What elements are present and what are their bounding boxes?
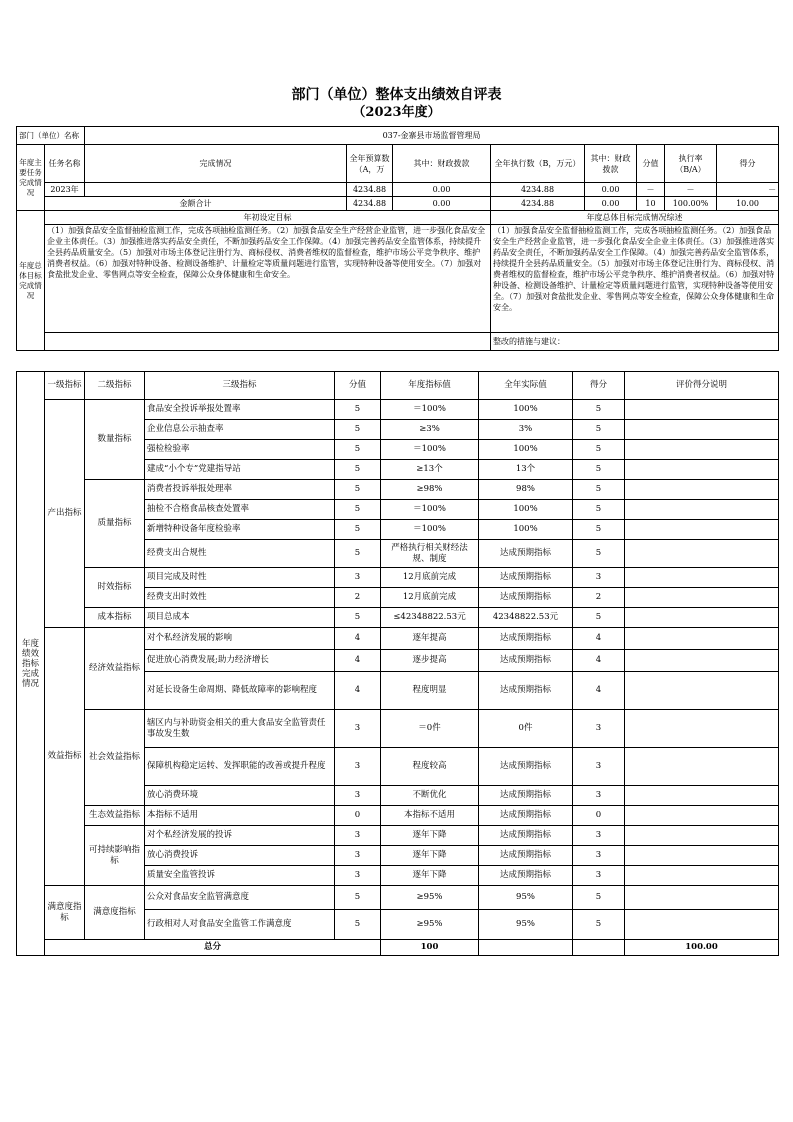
indicator-actual: 达成预期指标 [479, 628, 573, 650]
score-header: 得分 [717, 145, 779, 183]
indicators-table [16, 371, 779, 956]
indicator-score-value: 5 [335, 400, 381, 420]
indicator-name: 保障机构稳定运转、发挥职能的改善或提升程度 [145, 748, 335, 786]
indicator-remark [625, 420, 779, 440]
header-score: 得分 [573, 372, 625, 400]
completion-header: 完成情况 [85, 145, 347, 183]
summary-table [16, 126, 779, 351]
indicator-target: 严格执行相关财经法规、制度 [381, 540, 479, 568]
goal-done-header: 年度总体目标完成情况综述 [491, 211, 779, 225]
indicator-name: 经费支出合规性 [145, 540, 335, 568]
indicator-actual: 95% [479, 910, 573, 940]
indicator-actual: 达成预期指标 [479, 568, 573, 588]
goal-set-header: 年初设定目标 [45, 211, 491, 225]
indicator-remark [625, 846, 779, 866]
level2-time: 时效指标 [85, 568, 145, 608]
indicator-target: 逐步提高 [381, 650, 479, 672]
indicator-remark [625, 806, 779, 826]
indicator-actual: 达成预期指标 [479, 588, 573, 608]
indicator-score-value: 5 [335, 420, 381, 440]
year-cell: 2023年 [45, 183, 85, 197]
indicator-score: 5 [573, 440, 625, 460]
indicator-score: 3 [573, 710, 625, 748]
indicator-score-value: 5 [335, 480, 381, 500]
indicator-actual: 100% [479, 500, 573, 520]
goal-done-text: （1）加强食品安全监督抽检监测工作，完成各项抽检监测任务。（2）加强食品安全生产经营企业监管，进一步强化食品安全企业主体责任。（3）加强推进落实药品安全责任，不断加强药品安全工作保障。（4）加强完善药品安全监管体系，持续提升全县药品质量安全。（5）加强对市场主体登记注册行为、商标侵权、消费者维权的监督检查，维护市场公平竞争秩序、维护消费者权益。（6）加强对特种设备、检测设备维护、计量检定等质量问题进行监管，实现特种设备等使用安全。（7）加强对食盐批发企业、零售网点等安全检查，保障公众身体健康和生命安全。 [491, 225, 779, 333]
indicator-actual: 100% [479, 440, 573, 460]
indicator-score: 3 [573, 826, 625, 846]
header-level3: 三级指标 [145, 372, 335, 400]
indicator-actual: 42348822.53元 [479, 608, 573, 628]
grand-total-label: 总分 [45, 940, 381, 956]
indicator-score: 0 [573, 806, 625, 826]
indicator-score: 5 [573, 480, 625, 500]
indicator-score: 5 [573, 500, 625, 520]
header-target: 年度指标值 [381, 372, 479, 400]
indicators-side-label: 年度绩效指标完成情况 [17, 372, 45, 956]
grand-total-actual-blank [573, 940, 625, 956]
indicator-remark [625, 568, 779, 588]
indicator-name: 项目完成及时性 [145, 568, 335, 588]
task-name-header: 任务名称 [45, 145, 85, 183]
indicator-name: 新增特种设备年度检验率 [145, 520, 335, 540]
indicator-score: 5 [573, 420, 625, 440]
indicator-remark [625, 866, 779, 886]
indicator-target: 不断优化 [381, 786, 479, 806]
indicator-remark [625, 886, 779, 910]
indicator-actual: 100% [479, 400, 573, 420]
annual-task-side-label: 年度主要任务完成情况 [17, 145, 45, 211]
grand-total-target-blank [479, 940, 573, 956]
indicator-remark [625, 628, 779, 650]
indicator-remark [625, 710, 779, 748]
indicator-target: 逐年下降 [381, 826, 479, 846]
indicator-name: 辖区内与补助资金相关的重大食品安全监管责任事故发生数 [145, 710, 335, 748]
indicator-target: 本指标不适用 [381, 806, 479, 826]
indicator-actual: 达成预期指标 [479, 846, 573, 866]
indicator-score: 5 [573, 400, 625, 420]
indicator-score: 4 [573, 672, 625, 710]
overall-goal-side-label: 年度总体目标完成情况 [17, 211, 45, 351]
indicator-score: 2 [573, 588, 625, 608]
header-actual: 全年实际值 [479, 372, 573, 400]
indicator-name: 强检检验率 [145, 440, 335, 460]
indicator-remark [625, 400, 779, 420]
level2-social: 社会效益指标 [85, 710, 145, 806]
indicator-actual: 3% [479, 420, 573, 440]
indicator-target: ≥95% [381, 886, 479, 910]
indicator-actual: 0件 [479, 710, 573, 748]
indicator-score-value: 3 [335, 748, 381, 786]
year-exec: 4234.88 [491, 183, 585, 197]
indicator-remark [625, 608, 779, 628]
indicator-name: 食品安全投诉举报处置率 [145, 400, 335, 420]
indicator-remark [625, 440, 779, 460]
indicator-name: 放心消费投诉 [145, 846, 335, 866]
level2-sustain: 可持续影响指标 [85, 826, 145, 886]
score-value-header: 分值 [637, 145, 665, 183]
indicator-score-value: 3 [335, 568, 381, 588]
grand-total-score-value: 100 [381, 940, 479, 956]
indicator-score: 5 [573, 910, 625, 940]
indicator-score: 5 [573, 540, 625, 568]
indicator-name: 促进放心消费发展;助力经济增长 [145, 650, 335, 672]
exec-fin-header: 其中：财政拨款 [585, 145, 637, 183]
indicator-actual: 95% [479, 886, 573, 910]
page-title: 部门（单位）整体支出绩效自评表 [291, 87, 502, 103]
indicator-score: 3 [573, 786, 625, 806]
indicator-remark [625, 480, 779, 500]
indicator-score-value: 5 [335, 520, 381, 540]
page-subtitle: （2023年度） [352, 105, 441, 120]
indicator-remark [625, 588, 779, 608]
indicator-actual: 达成预期指标 [479, 866, 573, 886]
goal-set-blank [45, 333, 491, 351]
budget-fin-header: 其中：财政拨款 [393, 145, 491, 183]
grand-total-score: 100.00 [625, 940, 779, 956]
indicator-score-value: 3 [335, 866, 381, 886]
indicator-remark [625, 910, 779, 940]
level2-eco: 生态效益指标 [85, 806, 145, 826]
total-exec-rate: 100.00% [665, 197, 717, 211]
indicator-score-value: 4 [335, 650, 381, 672]
indicator-name: 公众对食品安全监管满意度 [145, 886, 335, 910]
indicator-score-value: 5 [335, 608, 381, 628]
indicator-score-value: 4 [335, 672, 381, 710]
indicator-remark [625, 520, 779, 540]
indicator-score-value: 5 [335, 440, 381, 460]
indicator-name: 放心消费环境 [145, 786, 335, 806]
exec-rate-header: 执行率（B/A） [665, 145, 717, 183]
dept-name-label: 部门（单位）名称 [17, 127, 85, 145]
total-budget: 4234.88 [347, 197, 393, 211]
indicator-remark [625, 650, 779, 672]
indicator-remark [625, 826, 779, 846]
level2-quantity: 数量指标 [85, 400, 145, 480]
indicator-score: 5 [573, 460, 625, 480]
indicator-target: ≥13个 [381, 460, 479, 480]
indicator-score: 3 [573, 846, 625, 866]
indicator-remark [625, 500, 779, 520]
indicator-score: 5 [573, 886, 625, 910]
indicator-name: 对个私经济发展的投诉 [145, 826, 335, 846]
indicator-score-value: 3 [335, 846, 381, 866]
level1-benefit: 效益指标 [45, 628, 85, 886]
total-score: 10.00 [717, 197, 779, 211]
indicator-actual: 达成预期指标 [479, 826, 573, 846]
indicator-actual: 达成预期指标 [479, 672, 573, 710]
indicator-remark [625, 460, 779, 480]
indicator-name: 经费支出时效性 [145, 588, 335, 608]
level2-cost: 成本指标 [85, 608, 145, 628]
indicator-name: 对个私经济发展的影响 [145, 628, 335, 650]
indicator-target: 程度较高 [381, 748, 479, 786]
goal-set-text: （1）加强食品安全监督抽检监测工作，完成各项抽检监测任务。（2）加强食品安全生产经营企业监管，进一步强化食品安全企业主体责任。（3）加强推进落实药品安全责任，不断加强药品安全工作保障。（4）加强完善药品安全监管体系，持续提升全县药品质量安全。（5）加强对市场主体登记注册行为、商标侵权、消费者维权的监督检查，维护市场公平竞争秩序、维护消费者权益。（6）加强对特种设备、检测设备维护、计量检定等质量问题进行监管，实现特种设备等使用安全。（7）加强对食盐批发企业、零售网点等安全检查，保障公众身体健康和生命安全。 [45, 225, 491, 333]
indicator-actual: 达成预期指标 [479, 806, 573, 826]
indicator-target: 程度明显 [381, 672, 479, 710]
indicator-score: 3 [573, 866, 625, 886]
year-budget-fin: 0.00 [393, 183, 491, 197]
year-budget: 4234.88 [347, 183, 393, 197]
indicator-target: ≥95% [381, 910, 479, 940]
indicator-name: 建成“小个专”党建指导站 [145, 460, 335, 480]
indicator-score-value: 5 [335, 540, 381, 568]
indicator-name: 项目总成本 [145, 608, 335, 628]
indicator-score-value: 5 [335, 460, 381, 480]
indicator-name: 企业信息公示抽查率 [145, 420, 335, 440]
level1-satisfaction: 满意度指标 [45, 886, 85, 940]
indicator-name: 抽检不合格食品核查处置率 [145, 500, 335, 520]
indicator-actual: 100% [479, 520, 573, 540]
indicator-name: 质量安全监管投诉 [145, 866, 335, 886]
indicator-score-value: 0 [335, 806, 381, 826]
indicator-target: ＝100% [381, 400, 479, 420]
indicator-score-value: 5 [335, 886, 381, 910]
indicator-score: 4 [573, 628, 625, 650]
indicator-target: ＝0件 [381, 710, 479, 748]
indicator-name: 消费者投诉举报处理率 [145, 480, 335, 500]
year-score: － [717, 183, 779, 197]
indicator-target: ≥3% [381, 420, 479, 440]
indicator-target: ＝100% [381, 520, 479, 540]
indicator-score-value: 4 [335, 628, 381, 650]
indicator-target: ≤42348822.53元 [381, 608, 479, 628]
indicator-actual: 达成预期指标 [479, 540, 573, 568]
indicator-target: 12月底前完成 [381, 588, 479, 608]
total-exec-fin: 0.00 [585, 197, 637, 211]
indicator-name: 本指标不适用 [145, 806, 335, 826]
total-budget-fin: 0.00 [393, 197, 491, 211]
year-completion-cell [85, 183, 347, 197]
total-exec: 4234.88 [491, 197, 585, 211]
indicator-name: 对延长设备生命周期、降低故障率的影响程度 [145, 672, 335, 710]
indicator-actual: 达成预期指标 [479, 786, 573, 806]
indicator-remark [625, 540, 779, 568]
year-exec-rate: － [665, 183, 717, 197]
indicator-actual: 达成预期指标 [479, 748, 573, 786]
indicator-score-value: 2 [335, 588, 381, 608]
indicator-score: 5 [573, 520, 625, 540]
indicator-score: 4 [573, 650, 625, 672]
indicator-score-value: 3 [335, 826, 381, 846]
dept-name-value: 037-金寨县市场监督管理局 [85, 127, 779, 145]
indicator-actual: 98% [479, 480, 573, 500]
indicator-target: ＝100% [381, 500, 479, 520]
level2-satisfaction: 满意度指标 [85, 886, 145, 940]
indicator-target: ＝100% [381, 440, 479, 460]
total-score-value: 10 [637, 197, 665, 211]
indicator-remark [625, 672, 779, 710]
level2-quality: 质量指标 [85, 480, 145, 568]
header-level1: 一级指标 [45, 372, 85, 400]
indicator-score-value: 5 [335, 500, 381, 520]
indicator-score: 3 [573, 748, 625, 786]
total-amount-label: 金额合计 [45, 197, 347, 211]
rectify-label: 整改的措施与建议： [491, 333, 779, 351]
indicator-target: 12月底前完成 [381, 568, 479, 588]
indicator-score-value: 5 [335, 910, 381, 940]
indicator-score: 5 [573, 608, 625, 628]
exec-header: 全年执行数（B，万元） [491, 145, 585, 183]
indicator-remark [625, 748, 779, 786]
indicator-name: 行政相对人对食品安全监管工作满意度 [145, 910, 335, 940]
level2-economic: 经济效益指标 [85, 628, 145, 710]
indicator-remark [625, 786, 779, 806]
header-score-value: 分值 [335, 372, 381, 400]
indicator-target: 逐年提高 [381, 628, 479, 650]
year-score-value: － [637, 183, 665, 197]
indicator-target: ≥98% [381, 480, 479, 500]
indicator-actual: 13个 [479, 460, 573, 480]
header-level2: 二级指标 [85, 372, 145, 400]
budget-header: 全年预算数（A，万 [347, 145, 393, 183]
year-exec-fin: 0.00 [585, 183, 637, 197]
level1-output: 产出指标 [45, 400, 85, 628]
indicator-score-value: 3 [335, 710, 381, 748]
indicator-score-value: 3 [335, 786, 381, 806]
indicator-actual: 达成预期指标 [479, 650, 573, 672]
indicator-target: 逐年下降 [381, 846, 479, 866]
indicator-target: 逐年下降 [381, 866, 479, 886]
header-remarks: 评价得分说明 [625, 372, 779, 400]
indicator-score: 3 [573, 568, 625, 588]
